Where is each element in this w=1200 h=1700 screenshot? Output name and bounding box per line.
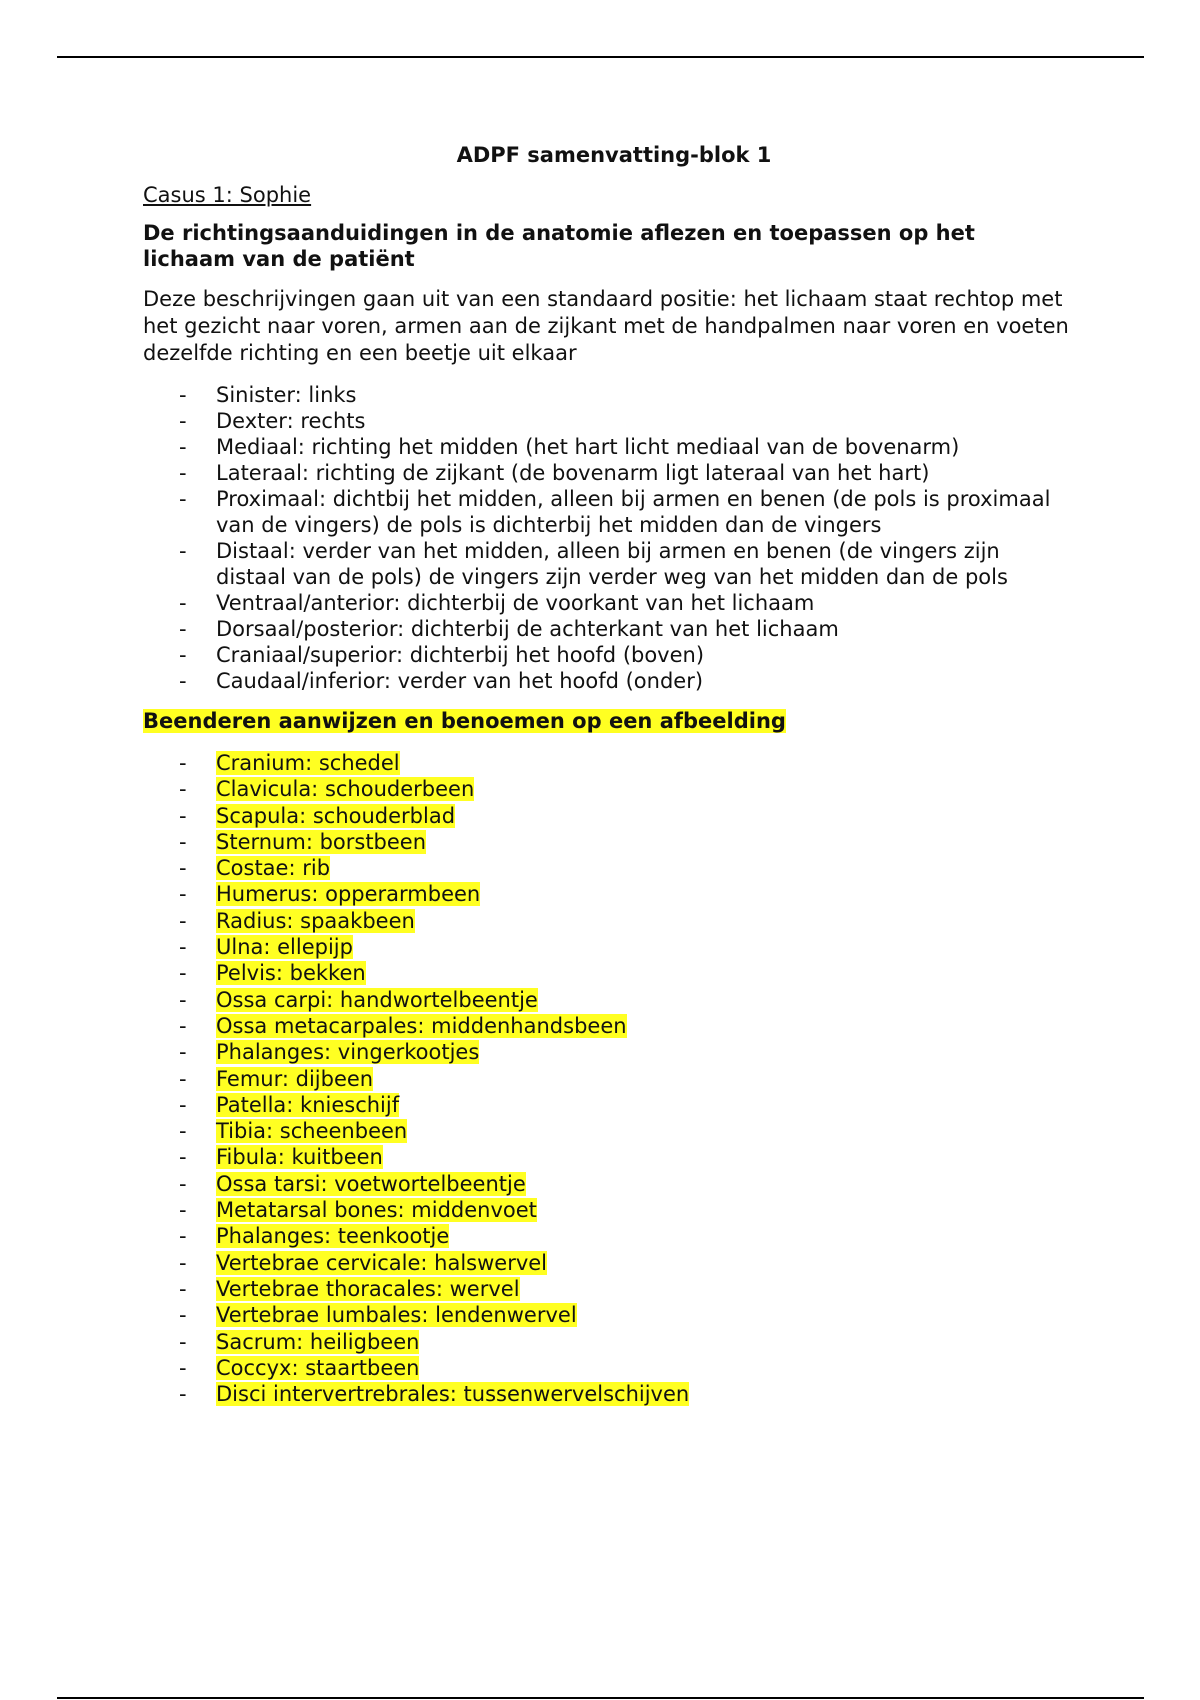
list-item: - Sinister: links bbox=[179, 383, 357, 407]
bullet-dash: - bbox=[179, 435, 187, 459]
bullet-dash: - bbox=[179, 961, 187, 986]
list-item: - Costae: rib bbox=[179, 856, 331, 881]
bullet-dash: - bbox=[179, 1250, 187, 1275]
bullet-dash: - bbox=[179, 908, 187, 933]
bullet-dash: - bbox=[179, 1382, 187, 1407]
bones-list bbox=[143, 750, 1073, 1407]
directions-list bbox=[143, 382, 1073, 694]
bullet-dash: - bbox=[179, 1198, 187, 1223]
bullet-dash: - bbox=[179, 1119, 187, 1144]
bullet-dash: - bbox=[179, 1066, 187, 1091]
bullet-dash: - bbox=[179, 882, 187, 907]
section-heading-bones bbox=[143, 708, 1073, 734]
bullet-dash: - bbox=[179, 643, 187, 667]
footer-rule bbox=[57, 1697, 1144, 1699]
bullet-dash: - bbox=[179, 539, 187, 563]
bullet-dash: - bbox=[179, 1224, 187, 1249]
section-heading-directions: De richtingsaanduidingen in de anatomie aflezen en toepassen op het lichaam van de patiënt bbox=[143, 221, 975, 271]
bullet-dash: - bbox=[179, 1355, 187, 1380]
bullet-dash: - bbox=[179, 461, 187, 485]
list-item: - Scapula: schouderblad bbox=[179, 803, 456, 828]
bullet-dash: - bbox=[179, 409, 187, 433]
section-intro-paragraph: Deze beschrijvingen gaan uit van een standaard positie: het lichaam staat rechtop met het gezicht naar voren, armen aan de zijkant met de handpalmen naar voren en voeten dezelfde richting en een beetje uit elkaar bbox=[143, 287, 1069, 365]
bullet-dash: - bbox=[179, 1040, 187, 1065]
list-item: - Disci intervertrebrales: tussenwervelschijven bbox=[179, 1382, 690, 1407]
highlighted-heading-text: Beenderen aanwijzen en benoemen op een afbeelding bbox=[143, 709, 786, 733]
header-rule bbox=[57, 56, 1144, 58]
bullet-dash: - bbox=[179, 1329, 187, 1354]
list-item: - Clavicula: schouderbeen bbox=[179, 777, 475, 802]
list-item: - Cranium: schedel bbox=[179, 751, 400, 775]
list-item: - Vertebrae lumbales: lendenwervel bbox=[179, 1303, 577, 1328]
bullet-dash: - bbox=[179, 1092, 187, 1117]
list-item: - Ulna: ellepijp bbox=[179, 935, 353, 960]
bullet-dash: - bbox=[179, 669, 187, 693]
list-item: - Dexter: rechts bbox=[179, 409, 366, 433]
list-item: - Tibia: scheenbeen bbox=[179, 1119, 408, 1144]
bullet-dash: - bbox=[179, 1303, 187, 1328]
document-title: ADPF samenvatting-blok 1 bbox=[456, 143, 772, 167]
bullet-dash: - bbox=[179, 591, 187, 615]
list-item: - Femur: dijbeen bbox=[179, 1066, 374, 1091]
bullet-dash: - bbox=[179, 777, 187, 802]
list-item: - Humerus: opperarmbeen bbox=[179, 882, 481, 907]
list-item: - Fibula: kuitbeen bbox=[179, 1145, 383, 1170]
bullet-dash: - bbox=[179, 1171, 187, 1196]
bullet-dash: - bbox=[179, 487, 187, 511]
list-item: - Ventraal/anterior: dichterbij de voorkant van het lichaam bbox=[179, 591, 815, 615]
list-item: - Ossa carpi: handwortelbeentje bbox=[179, 987, 538, 1012]
list-item: - Craniaal/superior: dichterbij het hoofd (boven) bbox=[179, 643, 705, 667]
bullet-dash: - bbox=[179, 987, 187, 1012]
list-item: - Dorsaal/posterior: dichterbij de achterkant van het lichaam bbox=[179, 617, 839, 641]
list-item: - Sternum: borstbeen bbox=[179, 829, 427, 854]
list-item: - Metatarsal bones: middenvoet bbox=[179, 1198, 537, 1223]
bullet-dash: - bbox=[179, 803, 187, 828]
list-item: - Pelvis: bekken bbox=[179, 961, 366, 986]
bullet-dash: - bbox=[179, 1145, 187, 1170]
bullet-dash: - bbox=[179, 829, 187, 854]
document-body bbox=[143, 140, 1073, 1421]
list-item: - Patella: knieschijf bbox=[179, 1092, 400, 1117]
list-item: - Vertebrae thoracales: wervel bbox=[179, 1276, 520, 1301]
bullet-dash: - bbox=[179, 751, 187, 775]
bullet-dash: - bbox=[179, 617, 187, 641]
list-item: - Coccyx: staartbeen bbox=[179, 1355, 420, 1380]
list-item: - Radius: spaakbeen bbox=[179, 908, 415, 933]
list-item: - Distaal: verder van het midden, alleen bij armen en benen (de vingers zijn distaal van de pols) de vingers zijn verder weg van het midden dan de pols bbox=[179, 539, 1008, 589]
case-title: Casus 1: Sophie bbox=[143, 183, 312, 207]
list-item: - Proximaal: dichtbij het midden, alleen bij armen en benen (de pols is proximaal van de vingers) de pols is dichterbij het midden dan de vingers bbox=[179, 487, 1051, 537]
list-item: - Caudaal/inferior: verder van het hoofd (onder) bbox=[179, 669, 704, 693]
list-item: - Phalanges: vingerkootjes bbox=[179, 1040, 480, 1065]
bullet-dash: - bbox=[179, 935, 187, 960]
list-item: - Sacrum: heiligbeen bbox=[179, 1329, 420, 1354]
list-item: - Vertebrae cervicale: halswervel bbox=[179, 1250, 548, 1275]
list-item: - Phalanges: teenkootje bbox=[179, 1224, 450, 1249]
bullet-dash: - bbox=[179, 383, 187, 407]
list-item: - Mediaal: richting het midden (het hart licht mediaal van de bovenarm) bbox=[179, 435, 960, 459]
bullet-dash: - bbox=[179, 1276, 187, 1301]
bullet-dash: - bbox=[179, 1013, 187, 1038]
list-item: - Ossa metacarpales: middenhandsbeen bbox=[179, 1013, 627, 1038]
list-item: - Lateraal: richting de zijkant (de bovenarm ligt lateraal van het hart) bbox=[179, 461, 930, 485]
list-item: - Ossa tarsi: voetwortelbeentje bbox=[179, 1171, 526, 1196]
bullet-dash: - bbox=[179, 856, 187, 881]
